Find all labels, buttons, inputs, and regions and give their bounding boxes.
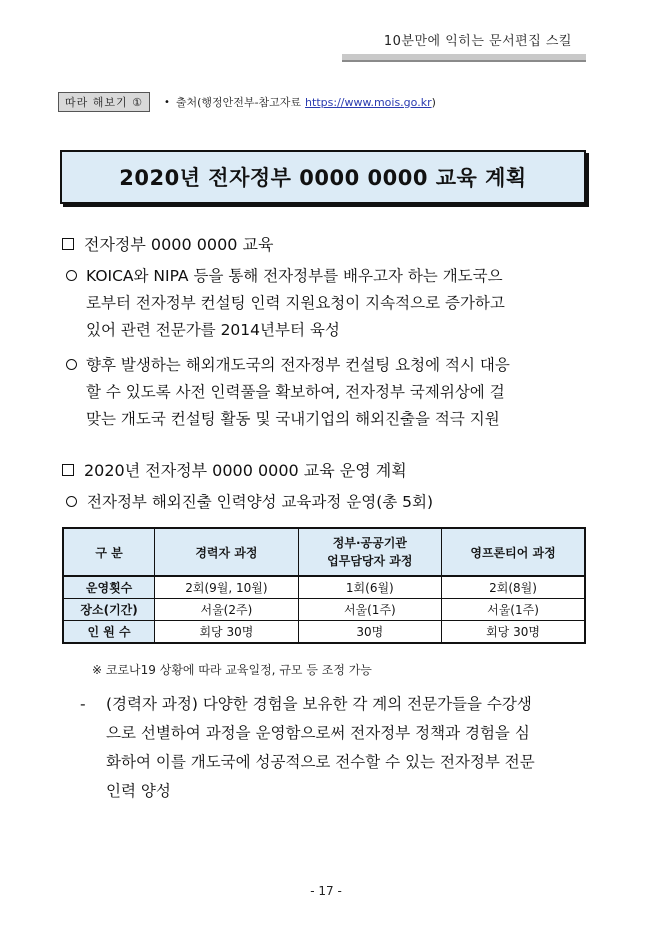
table-cell: 2회(8월) [442,576,585,599]
paragraph-line: 있어 관련 전문가를 2014년부터 육성 [86,321,340,339]
table-cell: 서울(1주) [442,599,585,621]
source-link[interactable]: https://www.mois.go.kr [305,95,432,109]
section-2-subheading [66,490,433,512]
row-label: 장소(기간) [63,599,155,621]
table-cell: 1회(6월) [298,576,441,599]
title-box [60,150,586,204]
section-1-heading-text: 전자정부 0000 0000 교육 [84,235,274,254]
square-bullet-icon [62,238,74,250]
section-2-subheading-text: 전자정부 해외진출 인력양성 교육과정 운영(총 5회) [87,493,434,511]
paragraph-line: 할 수 있도록 사전 인력풀을 확보하여, 전자정부 국제위상에 걸 [86,383,505,401]
experienced-course-description [80,690,600,806]
paragraph-line: 로부터 전자정부 컨설팅 인력 지원요청이 지속적으로 증가하고 [86,294,505,312]
table-row [63,621,585,644]
source-text: 출처(행정안전부-참고자료 [175,96,302,109]
table-cell: 30명 [298,621,441,644]
circle-bullet-icon [66,496,77,507]
header-public-officer-course [298,528,441,576]
section-1-item-1 [66,263,596,344]
table-row [63,599,585,621]
paragraph-line: (경력자 과정) 다양한 경험을 보유한 각 계의 전문가들을 수강생 [106,695,532,713]
running-head: 10분만에 익히는 문서편집 스킬 [383,34,572,49]
follow-along-label: 따라 해보기 ① [58,92,150,112]
header-public-officer-line1: 정부·공공기관 [332,536,407,550]
header-category: 구 분 [63,528,155,576]
paragraph-line: 화하여 이를 개도국에 성공적으로 전수할 수 있는 전자정부 전문 [106,753,535,771]
header-rule [342,54,586,62]
section-1-item-2 [66,352,596,433]
page-number: - 17 - [310,884,342,898]
table-header-row [63,528,585,576]
square-bullet-icon [62,464,74,476]
section-2-heading [62,458,407,481]
row-label: 운영횟수 [63,576,155,599]
paragraph-line: 인력 양성 [106,782,171,800]
table-note: ※ 코로나19 상황에 따라 교육일정, 규모 등 조정 가능 [92,663,372,677]
table-cell: 서울(2주) [155,599,298,621]
paragraph-line: KOICA와 NIPA 등을 통해 전자정부를 배우고자 하는 개도국으 [86,267,503,285]
row-label: 인 원 수 [63,621,155,644]
paragraph-line: 으로 선별하여 과정을 운영함으로써 전자정부 정책과 경험을 심 [106,724,530,742]
dash-bullet: - [80,695,86,713]
paragraph-line: 향후 발생하는 해외개도국의 전자정부 컨설팅 요청에 적시 대응 [86,356,510,374]
section-1-heading [62,232,273,255]
table-cell: 서울(1주) [298,599,441,621]
header-public-officer-line2: 업무담당자 과정 [327,554,413,568]
table-row [63,576,585,599]
table-cell: 2회(9월, 10월) [155,576,298,599]
document-title: 2020년 전자정부 0000 0000 교육 계획 [119,166,527,190]
circle-bullet-icon [66,270,77,281]
table-cell: 회당 30명 [442,621,585,644]
paragraph-line: 맞는 개도국 컨설팅 활동 및 국내기업의 해외진출을 적극 지원 [86,410,500,428]
section-2-heading-text: 2020년 전자정부 0000 0000 교육 운영 계획 [84,461,407,480]
table-cell: 회당 30명 [155,621,298,644]
header-experienced-course: 경력자 과정 [155,528,298,576]
follow-along-row [58,92,436,112]
header-young-frontier-course: 영프론티어 과정 [442,528,585,576]
source-bullet: • [163,96,170,108]
source-close-paren: ) [431,95,436,109]
circle-bullet-icon [66,359,77,370]
education-plan-table [62,527,586,644]
